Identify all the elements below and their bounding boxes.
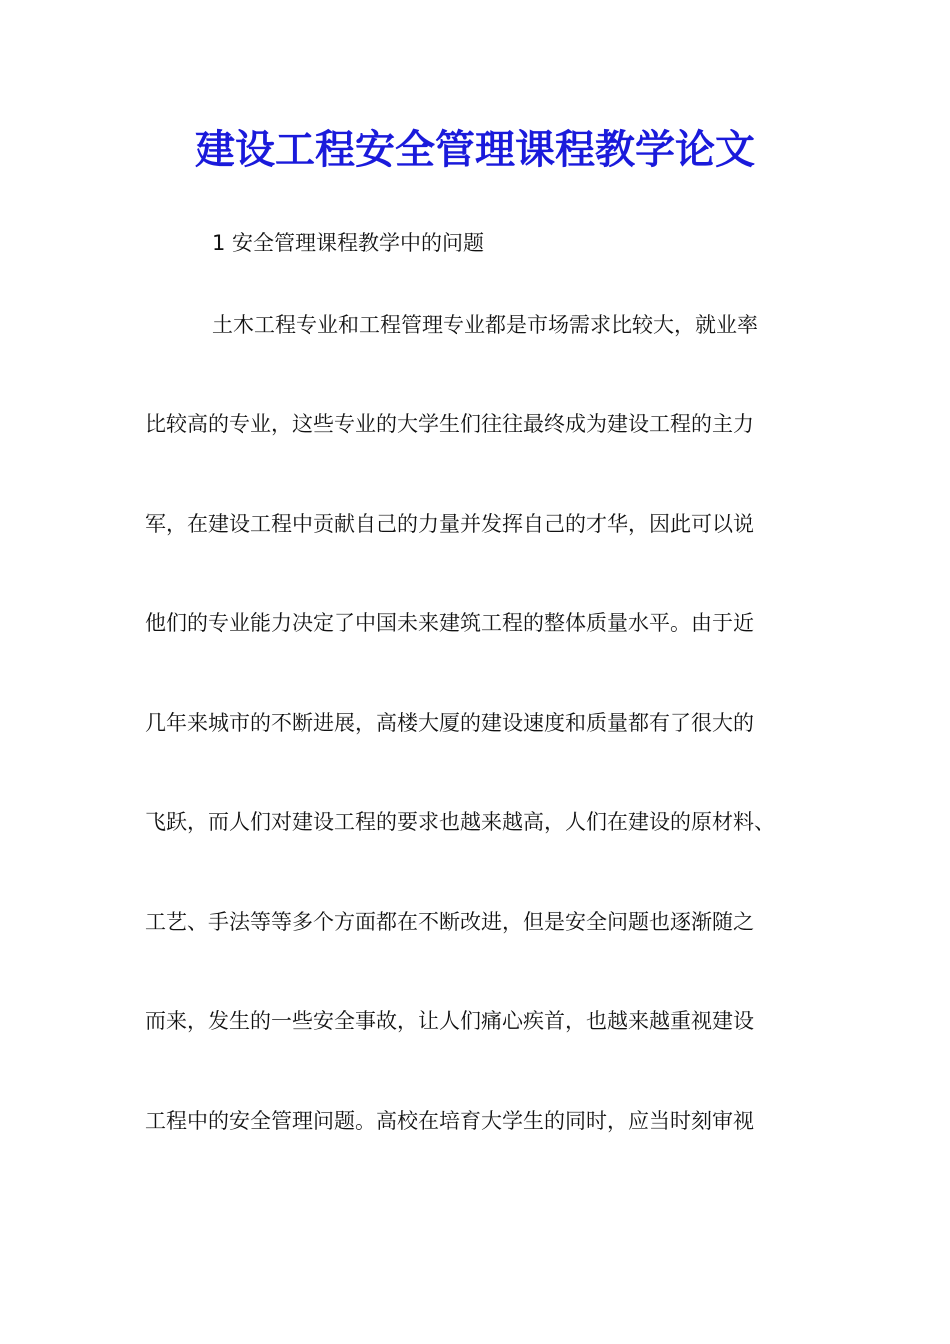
paragraph-line: 工艺、手法等等多个方面都在不断改进，但是安全问题也逐渐随之 bbox=[145, 910, 754, 934]
paragraph-line: 飞跃，而人们对建设工程的要求也越来越高，人们在建设的原材料、 bbox=[145, 810, 775, 834]
paragraph-line: 工程中的安全管理问题。高校在培育大学生的同时，应当时刻审视 bbox=[145, 1109, 754, 1133]
section-heading: 1 安全管理课程教学中的问题 bbox=[212, 231, 485, 255]
document-title: 建设工程安全管理课程教学论文 bbox=[195, 126, 755, 173]
paragraph-line: 军，在建设工程中贡献自己的力量并发挥自己的才华，因此可以说 bbox=[145, 512, 754, 536]
paragraph-line: 他们的专业能力决定了中国未来建筑工程的整体质量水平。由于近 bbox=[145, 611, 754, 635]
paragraph-line: 而来，发生的一些安全事故，让人们痛心疾首，也越来越重视建设 bbox=[145, 1009, 754, 1033]
paragraph-line: 几年来城市的不断进展，高楼大厦的建设速度和质量都有了很大的 bbox=[145, 711, 754, 735]
paragraph-line: 比较高的专业，这些专业的大学生们往往最终成为建设工程的主力 bbox=[145, 412, 754, 436]
paragraph-line: 土木工程专业和工程管理专业都是市场需求比较大，就业率 bbox=[212, 313, 758, 337]
